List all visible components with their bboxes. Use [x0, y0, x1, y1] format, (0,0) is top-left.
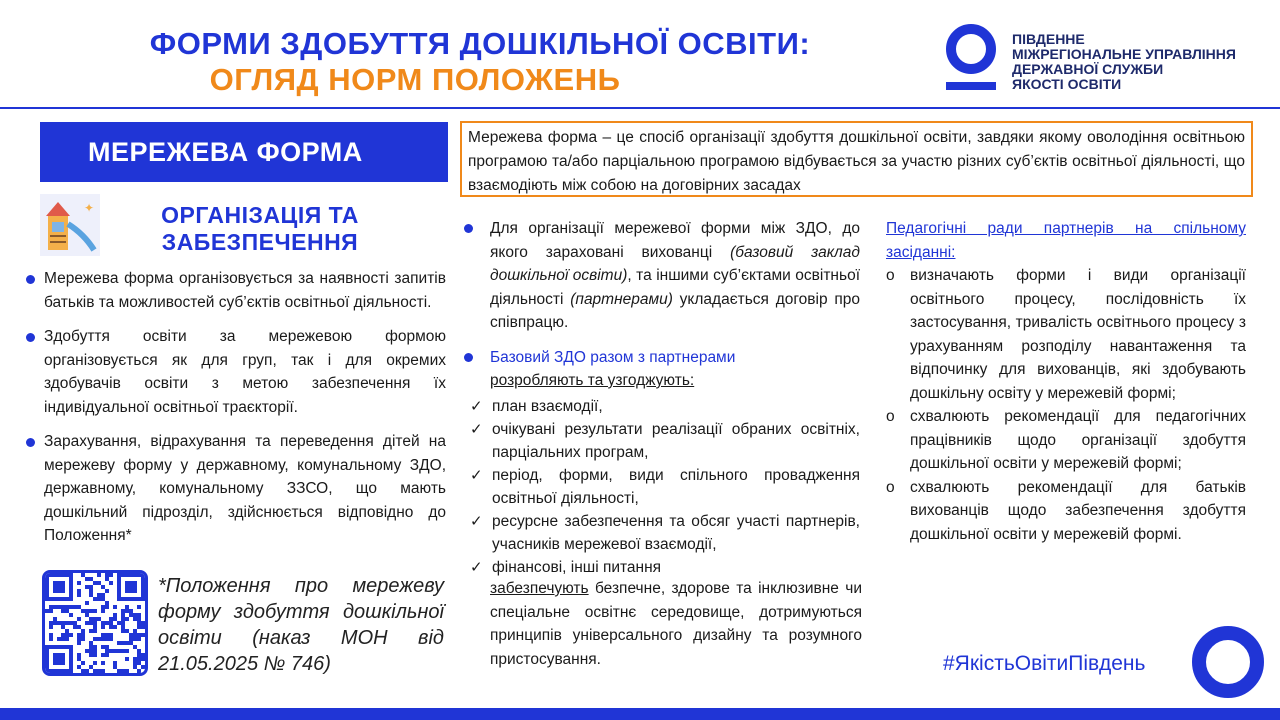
- footer-bar: [0, 708, 1280, 720]
- italic-text: (партнерами): [570, 290, 673, 308]
- list-text: визначають форми і види організації освітнього процесу, послідовність їх застосування, тривалість освітнього процесу з урахуванням розподілу навантаження та відпочинку для вихованців, які здобувають дошкільну освіту у мережевій формі;: [910, 267, 1246, 402]
- section-title-line: ЗАБЕЗПЕЧЕННЯ: [161, 229, 359, 255]
- highlight-text: Базовий ЗДО разом з партнерами: [490, 348, 736, 366]
- list-item: [886, 405, 1246, 476]
- list-item: [468, 346, 860, 393]
- regulation-note: *Положення про мережеву форму здобуття дошкільної освіти (наказ МОН від 21.05.2025 № 746): [158, 575, 444, 675]
- list-item: Зарахування, відрахування та переведення дітей на мережеву форму у державному, комунальному ЗДО, державному, комунальному ЗЗСО, що мають дошкільний підрозділ, здійснюється відповідно до Положення*: [22, 430, 446, 548]
- right-list: [886, 264, 1246, 546]
- right-heading: Педагогічні ради партнерів на спільному засіданні:: [886, 220, 1246, 261]
- underlined-text: забезпечують: [490, 580, 589, 597]
- checklist-item: [468, 395, 860, 418]
- circle-bullet-icon: o: [886, 267, 895, 284]
- italic-text: (базовий заклад дошкільної освіти): [490, 243, 860, 284]
- list-item: [468, 217, 860, 335]
- page-subtitle: ОГЛЯД НОРМ ПОЛОЖЕНЬ: [209, 62, 621, 97]
- left-column: [22, 267, 446, 559]
- svg-text:✦: ✦: [84, 201, 95, 215]
- list-item: Мережева форма організовується за наявності запитів батьків та можливостей суб’єктів освітньої діяльності.: [22, 267, 446, 314]
- header-divider: [0, 107, 1280, 109]
- list-text: схвалюють рекомендації для педагогічних працівників щодо організації здобуття дошкільної освіти у мережевій формі;: [910, 408, 1246, 472]
- section-title: [110, 202, 410, 256]
- playground-icon: [40, 194, 100, 256]
- text: безпечне, здорове та інклюзивне чи спеціальне освітнє середовище, дотримуються принципів універсального дизайну та розумного пристосування.: [490, 580, 862, 668]
- check-icon: ✓: [470, 420, 483, 438]
- check-icon: ✓: [470, 512, 483, 530]
- check-icon: ✓: [470, 397, 483, 415]
- logo-bar: [946, 82, 996, 90]
- section-title-line: ОРГАНІЗАЦІЯ ТА: [161, 202, 359, 228]
- checklist-item: [468, 418, 860, 464]
- section-tag: МЕРЕЖЕВА ФОРМА: [40, 122, 448, 182]
- qr-code[interactable]: [42, 570, 148, 676]
- left-list: [22, 267, 446, 548]
- list-item: [886, 264, 1246, 405]
- hashtag: #ЯкістьОвітиПівдень: [943, 652, 1146, 675]
- checklist-item: [468, 464, 860, 510]
- org-line: ДЕРЖАВНОЇ СЛУЖБИ: [1012, 61, 1164, 77]
- middle-paragraph: [490, 577, 862, 671]
- checklist: [468, 395, 860, 579]
- org-line: ПІВДЕННЕ: [1012, 31, 1085, 47]
- list-item: [886, 476, 1246, 547]
- text: , та іншими суб’єктами освітньої діяльності: [490, 267, 860, 308]
- checklist-text: період, форми, види спільного провадження освітньої діяльності,: [492, 466, 860, 507]
- text: укладається договір про співпрацю.: [490, 290, 860, 331]
- check-icon: ✓: [470, 558, 483, 576]
- circle-bullet-icon: o: [886, 478, 895, 496]
- list-item: Здобуття освіти за мережевою формою організовується як для груп, так і для окремих здобувачів освіти з метою забезпечення їх індивідуальної освітньої траєкторії.: [22, 325, 446, 419]
- underlined-text: розробляють та узгоджують:: [490, 372, 695, 389]
- header: [0, 0, 1280, 108]
- definition-box: Мережева форма – це спосіб організації здобуття дошкільної освіти, завдяки якому оволодіння освітньою програмою та/або парціальною програмою відбувається за участю різних суб’єктів освітньої діяльності, що взаємодіють між собою на договірних засадах: [460, 121, 1253, 197]
- organization-name: [1012, 32, 1236, 92]
- list-text: схвалюють рекомендації для батьків вихованців щодо забезпечення здобуття дошкільної освіти у мережевій формі.: [910, 478, 1246, 543]
- check-icon: ✓: [470, 466, 483, 484]
- checklist-text: очікувані результати реалізації обраних освітніх, парціальних програм,: [492, 420, 860, 461]
- checklist-item: [468, 510, 860, 556]
- right-column: [886, 217, 1246, 546]
- checklist-item: [468, 556, 860, 579]
- text: Для організації мережевої форми між ЗДО, до якого зараховані вихованці: [490, 220, 860, 261]
- middle-list: [468, 217, 860, 393]
- org-line: ЯКОСТІ ОСВІТИ: [1012, 76, 1122, 92]
- checklist-text: ресурсне забезпечення та обсяг участі партнерів, учасників мережевої взаємодії,: [492, 512, 860, 553]
- checklist-text: фінансові, інші питання: [492, 558, 662, 576]
- checklist-text: план взаємодії,: [492, 397, 603, 415]
- circle-bullet-icon: o: [886, 408, 895, 425]
- middle-column: [468, 217, 860, 579]
- corner-logo-icon: [1192, 626, 1264, 698]
- org-line: МІЖРЕГІОНАЛЬНЕ УПРАВЛІННЯ: [1012, 46, 1236, 62]
- logo-icon: [946, 24, 996, 74]
- page-title: ФОРМИ ЗДОБУТТЯ ДОШКІЛЬНОЇ ОСВІТИ:: [149, 26, 811, 61]
